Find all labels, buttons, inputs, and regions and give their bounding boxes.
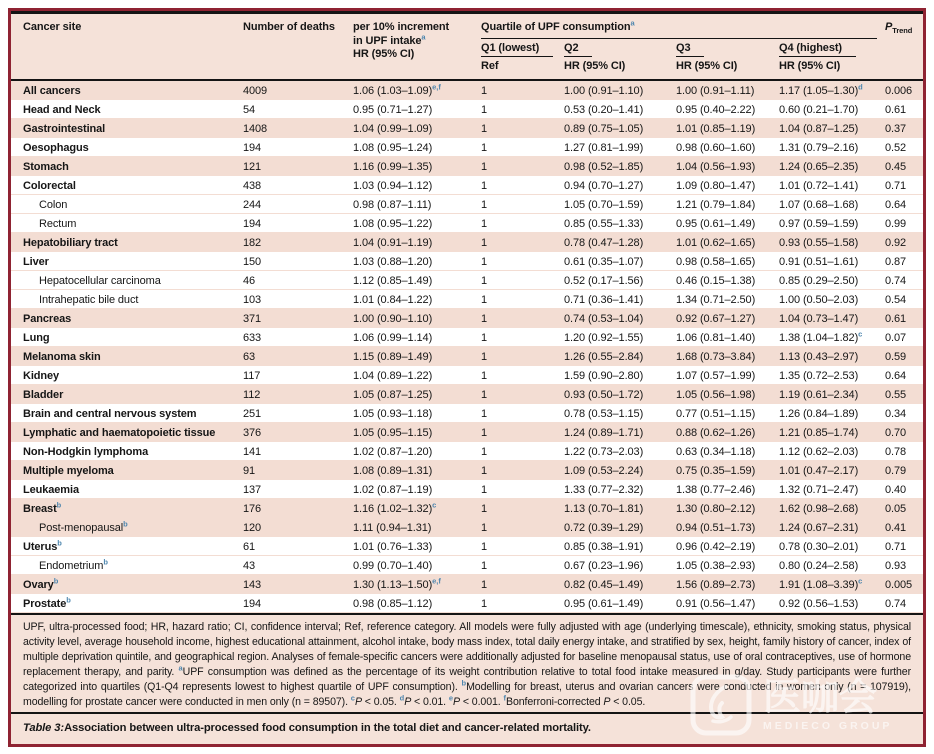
cell-p-trend: 0.45 bbox=[885, 160, 907, 173]
cell-q3-hr: 1.05 (0.56–1.98) bbox=[676, 388, 756, 401]
footnote-marker-b: b bbox=[461, 678, 467, 688]
cell-q2-hr: 0.98 (0.52–1.85) bbox=[564, 160, 644, 173]
cell-p-trend: 0.61 bbox=[885, 103, 907, 116]
cell-deaths: 194 bbox=[243, 597, 262, 610]
cell-q2-hr: 1.22 (0.73–2.03) bbox=[564, 445, 644, 458]
col-header-q4: Q4 (highest) HR (95% CI) bbox=[779, 41, 885, 72]
cell-q4-hr: 1.31 (0.79–2.16) bbox=[779, 141, 859, 154]
cell-deaths: 251 bbox=[243, 407, 262, 420]
cell-q1-ref: 1 bbox=[481, 407, 488, 420]
footnote-marker-c: c bbox=[350, 693, 355, 703]
cell-q4-hr: 1.07 (0.68–1.68) bbox=[779, 198, 859, 211]
cell-q2-hr: 0.67 (0.23–1.96) bbox=[564, 559, 644, 572]
cell-p-trend: 0.74 bbox=[885, 597, 907, 610]
cell-q3-hr: 0.75 (0.35–1.59) bbox=[676, 464, 756, 477]
cell-q3-hr: 1.56 (0.89–2.73) bbox=[676, 578, 756, 591]
cell-p-trend: 0.37 bbox=[885, 122, 907, 135]
table-row bbox=[11, 347, 923, 366]
table-row bbox=[11, 537, 923, 556]
cell-p-trend: 0.70 bbox=[885, 426, 907, 439]
cell-cancer-site: Bladder bbox=[23, 388, 64, 401]
cell-q2-hr: 0.71 (0.36–1.41) bbox=[564, 293, 644, 306]
cell-cancer-site: Gastrointestinal bbox=[23, 122, 106, 135]
table-row bbox=[11, 157, 923, 176]
cell-q4-hr: 1.00 (0.50–2.03) bbox=[779, 293, 859, 306]
cell-q1-ref: 1 bbox=[481, 426, 488, 439]
table-row bbox=[11, 309, 923, 328]
cell-q2-hr: 1.24 (0.89–1.71) bbox=[564, 426, 644, 439]
footnote-marker-d: d bbox=[858, 81, 863, 91]
cell-q2-hr: 1.20 (0.92–1.55) bbox=[564, 331, 644, 344]
cell-q2-hr: 0.53 (0.20–1.41) bbox=[564, 103, 644, 116]
cell-hr-10pct: 1.00 (0.90–1.10) bbox=[353, 312, 433, 325]
cell-deaths: 633 bbox=[243, 331, 262, 344]
cell-q4-hr: 1.32 (0.71–2.47) bbox=[779, 483, 859, 496]
cell-cancer-site: Multiple myeloma bbox=[23, 464, 114, 477]
cell-q3-hr: 1.05 (0.38–2.93) bbox=[676, 559, 756, 572]
cell-p-trend: 0.52 bbox=[885, 141, 907, 154]
cell-cancer-site: Ovary$^b$ bbox=[23, 575, 59, 591]
cell-q2-hr: 1.26 (0.55–2.84) bbox=[564, 350, 644, 363]
caption-text: Association between ultra-processed food consumption in the total diet and cancer-related mortality. bbox=[64, 722, 591, 734]
cell-q2-hr: 0.52 (0.17–1.56) bbox=[564, 274, 644, 287]
cell-q4-hr: 0.78 (0.30–2.01) bbox=[779, 540, 859, 553]
cell-deaths: 143 bbox=[243, 578, 262, 591]
cell-q4-hr: 1.13 (0.43–2.97) bbox=[779, 350, 859, 363]
cell-q4-hr: 0.80 (0.24–2.58) bbox=[779, 559, 859, 572]
cell-q2-hr: 1.33 (0.77–2.32) bbox=[564, 483, 644, 496]
cell-cancer-site: All cancers bbox=[23, 84, 81, 97]
cell-hr-10pct: 1.04 (0.99–1.09) bbox=[353, 122, 433, 135]
table-row bbox=[11, 480, 923, 499]
cell-hr-10pct: 1.06 (1.03–1.09)$^{e,f}$ bbox=[353, 81, 441, 97]
cell-q3-hr: 1.00 (0.91–1.11) bbox=[676, 84, 755, 97]
cell-p-trend: 0.71 bbox=[885, 179, 907, 192]
cell-q4-hr: 1.19 (0.61–2.34) bbox=[779, 388, 859, 401]
cell-cancer-site: Prostate$^b$ bbox=[23, 594, 71, 610]
table-row bbox=[11, 461, 923, 480]
cell-q2-hr: 0.85 (0.38–1.91) bbox=[564, 540, 644, 553]
cell-q4-hr: 1.01 (0.72–1.41) bbox=[779, 179, 859, 192]
cell-q2-hr: 0.78 (0.47–1.28) bbox=[564, 236, 644, 249]
cell-deaths: 46 bbox=[243, 274, 256, 287]
cell-q3-hr: 1.01 (0.85–1.19) bbox=[676, 122, 756, 135]
cell-q1-ref: 1 bbox=[481, 559, 488, 572]
cell-deaths: 137 bbox=[243, 483, 262, 496]
col-group-quartile bbox=[481, 19, 885, 79]
cell-deaths: 371 bbox=[243, 312, 262, 325]
table-row bbox=[11, 556, 923, 575]
table-row bbox=[11, 423, 923, 442]
cell-deaths: 194 bbox=[243, 217, 262, 230]
cell-q1-ref: 1 bbox=[481, 369, 488, 382]
cell-q1-ref: 1 bbox=[481, 597, 488, 610]
cell-q1-ref: 1 bbox=[481, 312, 488, 325]
cell-p-trend: 0.79 bbox=[885, 464, 907, 477]
table-row bbox=[11, 499, 923, 518]
cell-cancer-site: Rectum bbox=[39, 217, 77, 230]
footnote-marker-a: a bbox=[178, 663, 183, 673]
cell-deaths: 194 bbox=[243, 141, 262, 154]
table-footnote: UPF, ultra-processed food; HR, hazard ratio; CI, confidence interval; Ref, reference category. All models were fully adjusted with age (underlying timescale), ethnicity, smoking status, physical activity level, average household income, highest educational attainment, alcohol intake, body mass index, total daily energy intake, and stratified by sex, height, family history of cancer, index of multiple deprivation quintile, and geographical region. Analyses of female-specific cancers were additionally adjusted for baseline menopausal status, use of oral contraceptives, use of hormone replacement therapy, and parity. $^a$UPF consumption was defined as the percentage of its weight contribution relative to total food intake measured in g/day. Study participants were further categorized into quartiles (Q1-Q4 represents lowest to highest quartile of UPF consumption). $^b$Modelling for breast, uterus and ovarian cancers were conducted in women only (n = 107919), modelling for prostate cancer were conducted in men only (n = 89507). $^c$P < 0.05. $^d$P < 0.01. $^e$P < 0.001. $^f$Bonferroni-corrected P < 0.05. bbox=[23, 621, 911, 709]
footnote-marker-b: b bbox=[66, 594, 71, 604]
cell-q4-hr: 0.97 (0.59–1.59) bbox=[779, 217, 859, 230]
footnote-marker-b: b bbox=[53, 575, 59, 585]
cell-p-trend: 0.05 bbox=[885, 502, 907, 515]
cell-q4-hr: 0.91 (0.51–1.61) bbox=[779, 255, 859, 268]
cell-hr-10pct: 1.03 (0.88–1.20) bbox=[353, 255, 433, 268]
cell-q3-hr: 1.06 (0.81–1.40) bbox=[676, 331, 756, 344]
cell-q4-hr: 0.60 (0.21–1.70) bbox=[779, 103, 859, 116]
cell-deaths: 61 bbox=[243, 540, 256, 553]
cell-cancer-site: Oesophagus bbox=[23, 141, 89, 154]
footnote-marker-b: b bbox=[56, 499, 62, 509]
cell-cancer-site: Post-menopausal$^b$ bbox=[39, 518, 128, 534]
cell-cancer-site: Non-Hodgkin lymphoma bbox=[23, 445, 149, 458]
cell-q1-ref: 1 bbox=[481, 483, 488, 496]
footnote-marker-f: f bbox=[503, 693, 506, 703]
cell-cancer-site: Colon bbox=[39, 198, 68, 211]
cell-p-trend: 0.64 bbox=[885, 198, 907, 211]
cell-p-trend: 0.006 bbox=[885, 84, 913, 97]
table-row bbox=[11, 252, 923, 271]
cell-hr-10pct: 1.02 (0.87–1.20) bbox=[353, 445, 433, 458]
cell-deaths: 112 bbox=[243, 388, 261, 401]
col-header-cancer-site: Cancer site bbox=[23, 21, 82, 33]
table-row bbox=[11, 195, 923, 214]
cell-q4-hr: 1.62 (0.98–2.68) bbox=[779, 502, 859, 515]
table-row bbox=[11, 290, 923, 309]
cell-hr-10pct: 0.95 (0.71–1.27) bbox=[353, 103, 433, 116]
table-row bbox=[11, 385, 923, 404]
cell-hr-10pct: 1.16 (1.02–1.32)$^c$ bbox=[353, 499, 437, 515]
cell-cancer-site: Liver bbox=[23, 255, 49, 268]
cell-q4-hr: 1.12 (0.62–2.03) bbox=[779, 445, 859, 458]
cell-deaths: 376 bbox=[243, 426, 262, 439]
footnote-marker-c: c bbox=[858, 575, 863, 585]
cell-q2-hr: 1.13 (0.70–1.81) bbox=[564, 502, 644, 515]
cell-q4-hr: 1.21 (0.85–1.74) bbox=[779, 426, 859, 439]
table-row bbox=[11, 81, 923, 100]
cell-q3-hr: 0.96 (0.42–2.19) bbox=[676, 540, 756, 553]
cell-cancer-site: Endometrium$^b$ bbox=[39, 556, 108, 572]
table-row bbox=[11, 594, 923, 613]
cell-q3-hr: 0.63 (0.34–1.18) bbox=[676, 445, 756, 458]
cell-p-trend: 0.74 bbox=[885, 274, 907, 287]
cell-q2-hr: 1.05 (0.70–1.59) bbox=[564, 198, 644, 211]
cell-cancer-site: Pancreas bbox=[23, 312, 72, 325]
cell-deaths: 438 bbox=[243, 179, 262, 192]
cell-hr-10pct: 1.05 (0.87–1.25) bbox=[353, 388, 433, 401]
table-row bbox=[11, 404, 923, 423]
cell-deaths: 120 bbox=[243, 521, 262, 534]
cell-q1-ref: 1 bbox=[481, 236, 488, 249]
cell-q4-hr: 1.38 (1.04–1.82)$^c$ bbox=[779, 328, 863, 344]
cell-q3-hr: 1.21 (0.79–1.84) bbox=[676, 198, 756, 211]
watermark-latin-text: MEDIECO GROUP bbox=[763, 720, 893, 732]
col-header-hr10-line1: per 10% increment bbox=[353, 21, 450, 33]
cell-q4-hr: 0.85 (0.29–2.50) bbox=[779, 274, 859, 287]
cell-deaths: 121 bbox=[243, 160, 262, 173]
cell-q4-hr: 1.01 (0.47–2.17) bbox=[779, 464, 859, 477]
cell-q3-hr: 1.38 (0.77–2.46) bbox=[676, 483, 756, 496]
col-header-hr10-line3: HR (95% CI) bbox=[353, 48, 415, 60]
table-header bbox=[11, 14, 923, 79]
col-header-hr10 bbox=[353, 19, 481, 79]
cell-cancer-site: Lymphatic and haematopoietic tissue bbox=[23, 426, 216, 439]
cell-q1-ref: 1 bbox=[481, 445, 488, 458]
cell-deaths: 244 bbox=[243, 198, 262, 211]
cell-q3-hr: 1.68 (0.73–3.84) bbox=[676, 350, 756, 363]
cell-q3-hr: 0.92 (0.67–1.27) bbox=[676, 312, 756, 325]
cell-hr-10pct: 1.02 (0.87–1.19) bbox=[353, 483, 433, 496]
cell-hr-10pct: 1.12 (0.85–1.49) bbox=[353, 274, 433, 287]
cell-q2-hr: 0.93 (0.50–1.72) bbox=[564, 388, 644, 401]
cell-q3-hr: 0.98 (0.58–1.65) bbox=[676, 255, 756, 268]
cell-cancer-site: Colorectal bbox=[23, 179, 76, 192]
footnote-marker-b: b bbox=[103, 556, 108, 566]
cell-deaths: 182 bbox=[243, 236, 262, 249]
cell-deaths: 150 bbox=[243, 255, 262, 268]
cell-hr-10pct: 1.04 (0.89–1.22) bbox=[353, 369, 433, 382]
cell-hr-10pct: 1.06 (0.99–1.14) bbox=[353, 331, 433, 344]
cell-q1-ref: 1 bbox=[481, 141, 488, 154]
cell-p-trend: 0.71 bbox=[885, 540, 907, 553]
cell-q2-hr: 0.95 (0.61–1.49) bbox=[564, 597, 644, 610]
cell-p-trend: 0.92 bbox=[885, 236, 907, 249]
cell-q4-hr: 1.24 (0.67–2.31) bbox=[779, 521, 859, 534]
cell-hr-10pct: 1.05 (0.93–1.18) bbox=[353, 407, 433, 420]
footnote-marker-a: a bbox=[630, 18, 635, 28]
cell-deaths: 176 bbox=[243, 502, 262, 515]
footnote-marker-b: b bbox=[123, 518, 128, 528]
cell-q4-hr: 1.91 (1.08–3.39)$^c$ bbox=[779, 575, 863, 591]
cell-q2-hr: 1.59 (0.90–2.80) bbox=[564, 369, 644, 382]
cell-q1-ref: 1 bbox=[481, 578, 488, 591]
footnote-marker-c: c bbox=[858, 328, 863, 338]
table-caption bbox=[11, 712, 923, 742]
cell-deaths: 4009 bbox=[243, 84, 268, 97]
cell-p-trend: 0.64 bbox=[885, 369, 907, 382]
cell-deaths: 1408 bbox=[243, 122, 268, 135]
cell-q4-hr: 1.24 (0.65–2.35) bbox=[779, 160, 859, 173]
cell-q1-ref: 1 bbox=[481, 274, 488, 287]
cell-deaths: 43 bbox=[243, 559, 256, 572]
cell-hr-10pct: 1.03 (0.94–1.12) bbox=[353, 179, 433, 192]
cell-deaths: 54 bbox=[243, 103, 256, 116]
cell-q3-hr: 0.88 (0.62–1.26) bbox=[676, 426, 756, 439]
cell-p-trend: 0.93 bbox=[885, 559, 907, 572]
cell-q2-hr: 0.74 (0.53–1.04) bbox=[564, 312, 644, 325]
cell-q1-ref: 1 bbox=[481, 179, 488, 192]
cell-hr-10pct: 1.04 (0.91–1.19) bbox=[353, 236, 433, 249]
cell-p-trend: 0.41 bbox=[885, 521, 907, 534]
footnote-marker-d: d bbox=[399, 693, 405, 703]
cell-q1-ref: 1 bbox=[481, 198, 488, 211]
cell-p-trend: 0.54 bbox=[885, 293, 907, 306]
cell-hr-10pct: 0.98 (0.87–1.11) bbox=[353, 198, 432, 211]
cell-cancer-site: Leukaemia bbox=[23, 483, 79, 496]
cell-cancer-site: Head and Neck bbox=[23, 103, 101, 116]
cell-q1-ref: 1 bbox=[481, 103, 488, 116]
caption-label: Table 3: bbox=[23, 722, 65, 734]
table-body bbox=[11, 81, 923, 613]
cell-q3-hr: 0.95 (0.40–2.22) bbox=[676, 103, 756, 116]
cell-q1-ref: 1 bbox=[481, 540, 488, 553]
cell-q3-hr: 0.94 (0.51–1.73) bbox=[676, 521, 756, 534]
cell-q4-hr: 1.35 (0.72–2.53) bbox=[779, 369, 859, 382]
cell-deaths: 63 bbox=[243, 350, 256, 363]
cell-q4-hr: 1.04 (0.87–1.25) bbox=[779, 122, 859, 135]
cell-q1-ref: 1 bbox=[481, 388, 488, 401]
cell-q2-hr: 0.78 (0.53–1.15) bbox=[564, 407, 644, 420]
table-row bbox=[11, 518, 923, 537]
cell-hr-10pct: 1.01 (0.76–1.33) bbox=[353, 540, 433, 553]
cell-q2-hr: 0.82 (0.45–1.49) bbox=[564, 578, 644, 591]
cell-hr-10pct: 1.08 (0.95–1.22) bbox=[353, 217, 433, 230]
cell-q3-hr: 1.34 (0.71–2.50) bbox=[676, 293, 756, 306]
table-row bbox=[11, 575, 923, 594]
cell-hr-10pct: 1.08 (0.95–1.24) bbox=[353, 141, 433, 154]
footnote-marker-b: b bbox=[57, 537, 62, 547]
cell-q1-ref: 1 bbox=[481, 521, 488, 534]
cell-q1-ref: 1 bbox=[481, 331, 488, 344]
cell-p-trend: 0.59 bbox=[885, 350, 907, 363]
cell-cancer-site: Hepatocellular carcinoma bbox=[39, 274, 161, 287]
cell-deaths: 117 bbox=[243, 369, 261, 382]
cell-q3-hr: 0.95 (0.61–1.49) bbox=[676, 217, 756, 230]
table-frame bbox=[8, 8, 926, 747]
cell-q3-hr: 0.91 (0.56–1.47) bbox=[676, 597, 756, 610]
cell-cancer-site: Kidney bbox=[23, 369, 60, 382]
cell-cancer-site: Breast$^b$ bbox=[23, 499, 62, 515]
cell-cancer-site: Stomach bbox=[23, 160, 69, 173]
cell-q1-ref: 1 bbox=[481, 122, 488, 135]
cell-hr-10pct: 1.08 (0.89–1.31) bbox=[353, 464, 433, 477]
cell-q2-hr: 1.09 (0.53–2.24) bbox=[564, 464, 644, 477]
table-row bbox=[11, 271, 923, 290]
cell-q2-hr: 0.72 (0.39–1.29) bbox=[564, 521, 644, 534]
cell-q2-hr: 0.89 (0.75–1.05) bbox=[564, 122, 644, 135]
cell-q3-hr: 1.07 (0.57–1.99) bbox=[676, 369, 756, 382]
watermark-cjk-text: 医咖会 bbox=[763, 677, 878, 719]
cell-p-trend: 0.34 bbox=[885, 407, 907, 420]
cell-p-trend: 0.87 bbox=[885, 255, 907, 268]
col-header-q3: Q3 HR (95% CI) bbox=[676, 42, 738, 72]
col-header-hr10-line2: in UPF intake$^a$ bbox=[353, 31, 426, 47]
cell-hr-10pct: 1.05 (0.95–1.15) bbox=[353, 426, 433, 439]
table-row bbox=[11, 366, 923, 385]
table-row bbox=[11, 176, 923, 195]
cell-q3-hr: 1.30 (0.80–2.12) bbox=[676, 502, 756, 515]
footnote-marker-a: a bbox=[421, 31, 426, 41]
table-row bbox=[11, 233, 923, 252]
cell-q2-hr: 0.61 (0.35–1.07) bbox=[564, 255, 644, 268]
cell-q2-hr: 0.94 (0.70–1.27) bbox=[564, 179, 644, 192]
cell-hr-10pct: 0.98 (0.85–1.12) bbox=[353, 597, 433, 610]
cell-q3-hr: 0.77 (0.51–1.15) bbox=[676, 407, 756, 420]
table-row bbox=[11, 119, 923, 138]
cell-p-trend: 0.78 bbox=[885, 445, 907, 458]
cell-cancer-site: Uterus$^b$ bbox=[23, 537, 62, 553]
cell-q4-hr: 1.26 (0.84–1.89) bbox=[779, 407, 859, 420]
cell-cancer-site: Hepatobiliary tract bbox=[23, 236, 118, 249]
table-row bbox=[11, 442, 923, 461]
cell-hr-10pct: 1.01 (0.84–1.22) bbox=[353, 293, 433, 306]
cell-p-trend: 0.005 bbox=[885, 578, 913, 591]
cell-q2-hr: 1.00 (0.91–1.10) bbox=[564, 84, 644, 97]
cell-hr-10pct: 1.15 (0.89–1.49) bbox=[353, 350, 433, 363]
cell-q1-ref: 1 bbox=[481, 217, 488, 230]
cell-p-trend: 0.99 bbox=[885, 217, 907, 230]
cell-deaths: 103 bbox=[243, 293, 262, 306]
table-row bbox=[11, 138, 923, 157]
footnote-marker-e: e bbox=[448, 693, 454, 703]
col-header-q2: Q2 HR (95% CI) bbox=[564, 42, 626, 72]
cell-cancer-site: Melanoma skin bbox=[23, 350, 101, 363]
cell-p-trend: 0.07 bbox=[885, 331, 907, 344]
cell-p-trend: 0.40 bbox=[885, 483, 907, 496]
cell-deaths: 141 bbox=[243, 445, 262, 458]
cell-hr-10pct: 1.16 (0.99–1.35) bbox=[353, 160, 433, 173]
footnote-marker-c: c bbox=[432, 499, 437, 509]
cell-p-trend: 0.61 bbox=[885, 312, 907, 325]
cell-q4-hr: 0.93 (0.55–1.58) bbox=[779, 236, 859, 249]
cell-q4-hr: 0.92 (0.56–1.53) bbox=[779, 597, 859, 610]
cell-q3-hr: 0.46 (0.15–1.38) bbox=[676, 274, 756, 287]
footnote-marker-e,f: e,f bbox=[432, 575, 441, 585]
cell-cancer-site: Intrahepatic bile duct bbox=[39, 293, 139, 306]
table-row bbox=[11, 328, 923, 347]
cell-q3-hr: 1.04 (0.56–1.93) bbox=[676, 160, 756, 173]
cell-q1-ref: 1 bbox=[481, 160, 488, 173]
cell-q3-hr: 1.01 (0.62–1.65) bbox=[676, 236, 756, 249]
cell-q2-hr: 1.27 (0.81–1.99) bbox=[564, 141, 644, 154]
cell-q2-hr: 0.85 (0.55–1.33) bbox=[564, 217, 644, 230]
cell-hr-10pct: 1.30 (1.13–1.50)$^{e,f}$ bbox=[353, 575, 441, 591]
col-header-deaths: Number of deaths bbox=[243, 21, 335, 33]
cell-q1-ref: 1 bbox=[481, 84, 488, 97]
footnote-marker-e,f: e,f bbox=[432, 81, 441, 91]
cell-q1-ref: 1 bbox=[481, 464, 488, 477]
table-row bbox=[11, 214, 923, 233]
cell-cancer-site: Lung bbox=[23, 331, 50, 344]
cell-q1-ref: 1 bbox=[481, 293, 488, 306]
cell-q4-hr: 1.17 (1.05–1.30)$^d$ bbox=[779, 81, 863, 97]
cell-p-trend: 0.55 bbox=[885, 388, 907, 401]
cell-hr-10pct: 0.99 (0.70–1.40) bbox=[353, 559, 433, 572]
col-header-ptrend: $P_{Trend}$ bbox=[885, 21, 913, 36]
cell-q1-ref: 1 bbox=[481, 350, 488, 363]
cell-q1-ref: 1 bbox=[481, 255, 488, 268]
cell-q1-ref: 1 bbox=[481, 502, 488, 515]
cell-cancer-site: Brain and central nervous system bbox=[23, 407, 197, 420]
cell-q3-hr: 1.09 (0.80–1.47) bbox=[676, 179, 756, 192]
cell-q3-hr: 0.98 (0.60–1.60) bbox=[676, 141, 756, 154]
cell-deaths: 91 bbox=[243, 464, 256, 477]
cell-hr-10pct: 1.11 (0.94–1.31) bbox=[353, 521, 432, 534]
col-header-q1: Q1 (lowest) Ref bbox=[481, 41, 564, 72]
table-row bbox=[11, 100, 923, 119]
cell-q4-hr: 1.04 (0.73–1.47) bbox=[779, 312, 859, 325]
quartile-group-title: Quartile of UPF consumption$^a$ bbox=[481, 21, 877, 39]
